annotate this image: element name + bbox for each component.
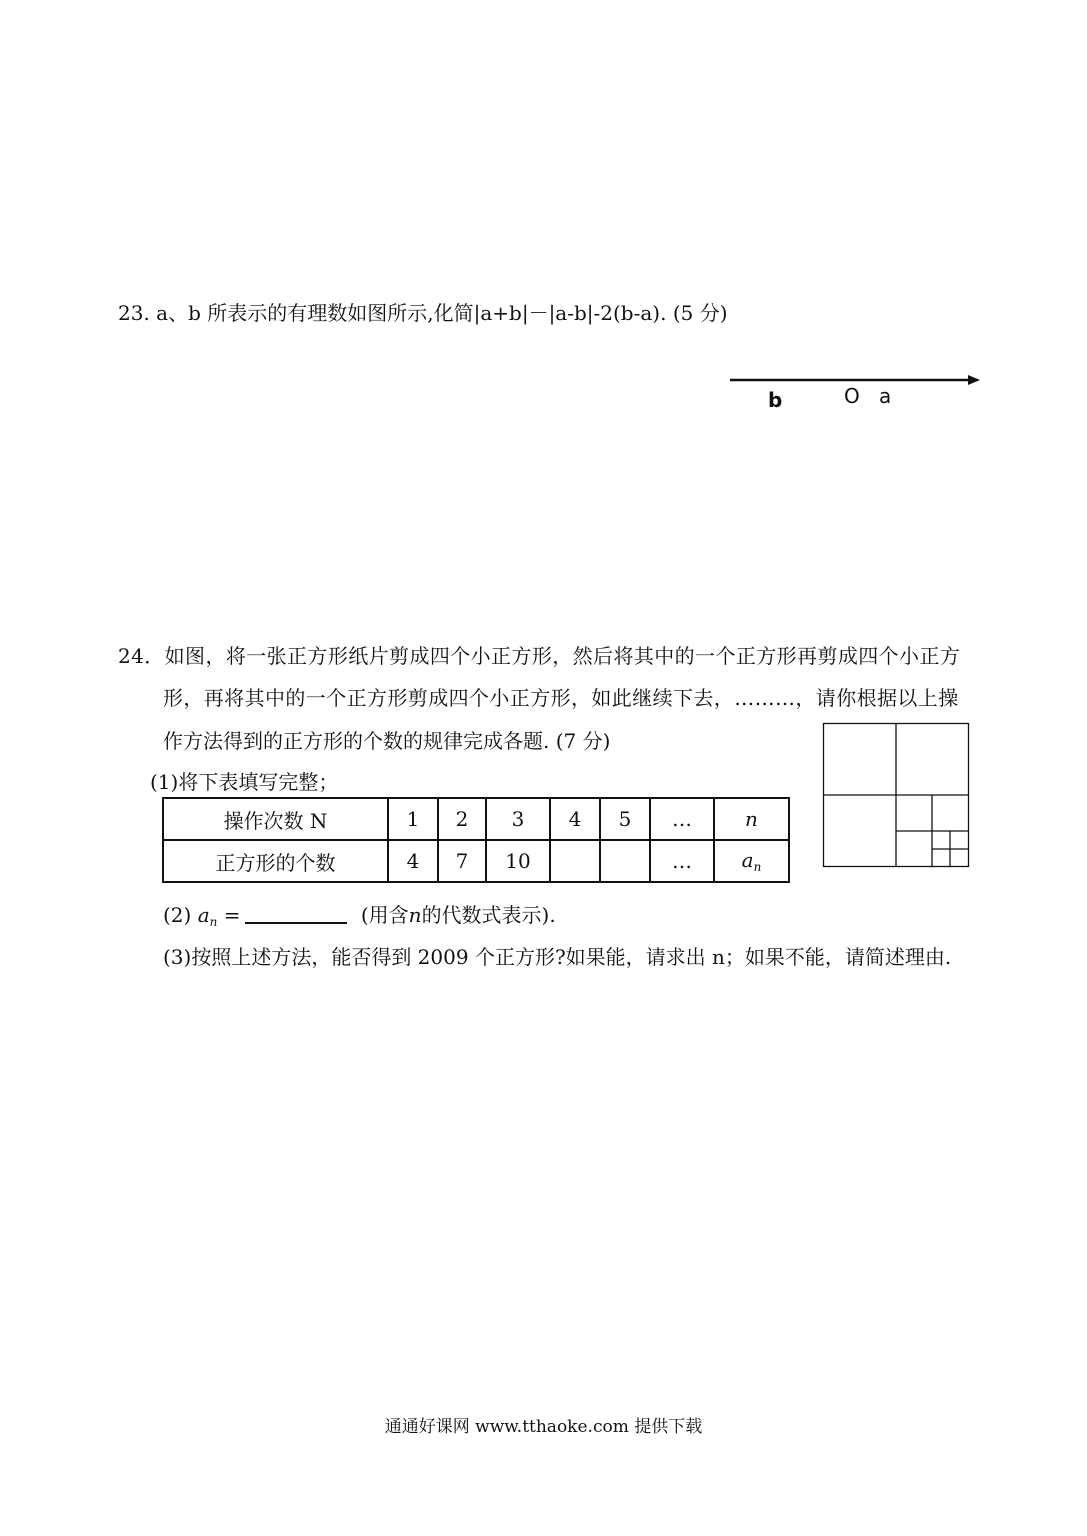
table-cell-blank <box>600 840 650 882</box>
question-24-line-1: 24．如图，将一张正方形纸片剪成四个小正方形，然后将其中的一个正方形再剪成四个小正方 <box>118 644 961 668</box>
table-cell: … <box>650 840 714 882</box>
footer-text: 通通好课网 www.tthaoke.com 提供下载 <box>384 1417 703 1437</box>
table-row-operations <box>163 798 789 840</box>
question-24-part-1: (1)将下表填写完整； <box>150 770 339 794</box>
number-line-label-b: b <box>768 388 783 412</box>
number-line-label-origin: O <box>844 384 860 408</box>
table-cell: 4 <box>550 798 600 840</box>
table-cell: 10 <box>486 840 550 882</box>
table-cell: … <box>650 798 714 840</box>
table-cell-blank <box>550 840 600 882</box>
table-cell: 7 <box>438 840 486 882</box>
question-24-part-2: (2) $a_n$ = (用含n的代数式表示). <box>163 903 556 929</box>
table-row-squares <box>163 840 789 882</box>
table-cell-an: $a_n$ <box>714 840 789 882</box>
number-line-label-a: a <box>879 384 892 408</box>
question-24-line-3: 作方法得到的正方形的个数的规律完成各题. (7 分) <box>163 729 611 753</box>
table-header-squares: 正方形的个数 <box>163 840 388 882</box>
table-cell: 2 <box>438 798 486 840</box>
question-24-line-2: 形，再将其中的一个正方形剪成四个小正方形，如此继续下去，………，请你根据以上操 <box>163 686 959 710</box>
table-cell: 4 <box>388 840 438 882</box>
table-header-operations: 操作次数 N <box>163 798 388 840</box>
answer-blank[interactable] <box>245 922 347 924</box>
table-cell: 5 <box>600 798 650 840</box>
square-division-figure <box>822 722 972 870</box>
question-24-part-3: (3)按照上述方法，能否得到 2009 个正方形?如果能，请求出 n；如果不能，请简述理由. <box>163 945 952 969</box>
table-cell: 1 <box>388 798 438 840</box>
question-23-text: 23. a、b 所表示的有理数如图所示,化简|a+b|－|a-b|-2(b-a). (5 分) <box>118 301 728 325</box>
table-cell: n <box>714 798 789 840</box>
table-cell: 3 <box>486 798 550 840</box>
number-line <box>728 370 988 410</box>
operations-table <box>162 797 790 883</box>
